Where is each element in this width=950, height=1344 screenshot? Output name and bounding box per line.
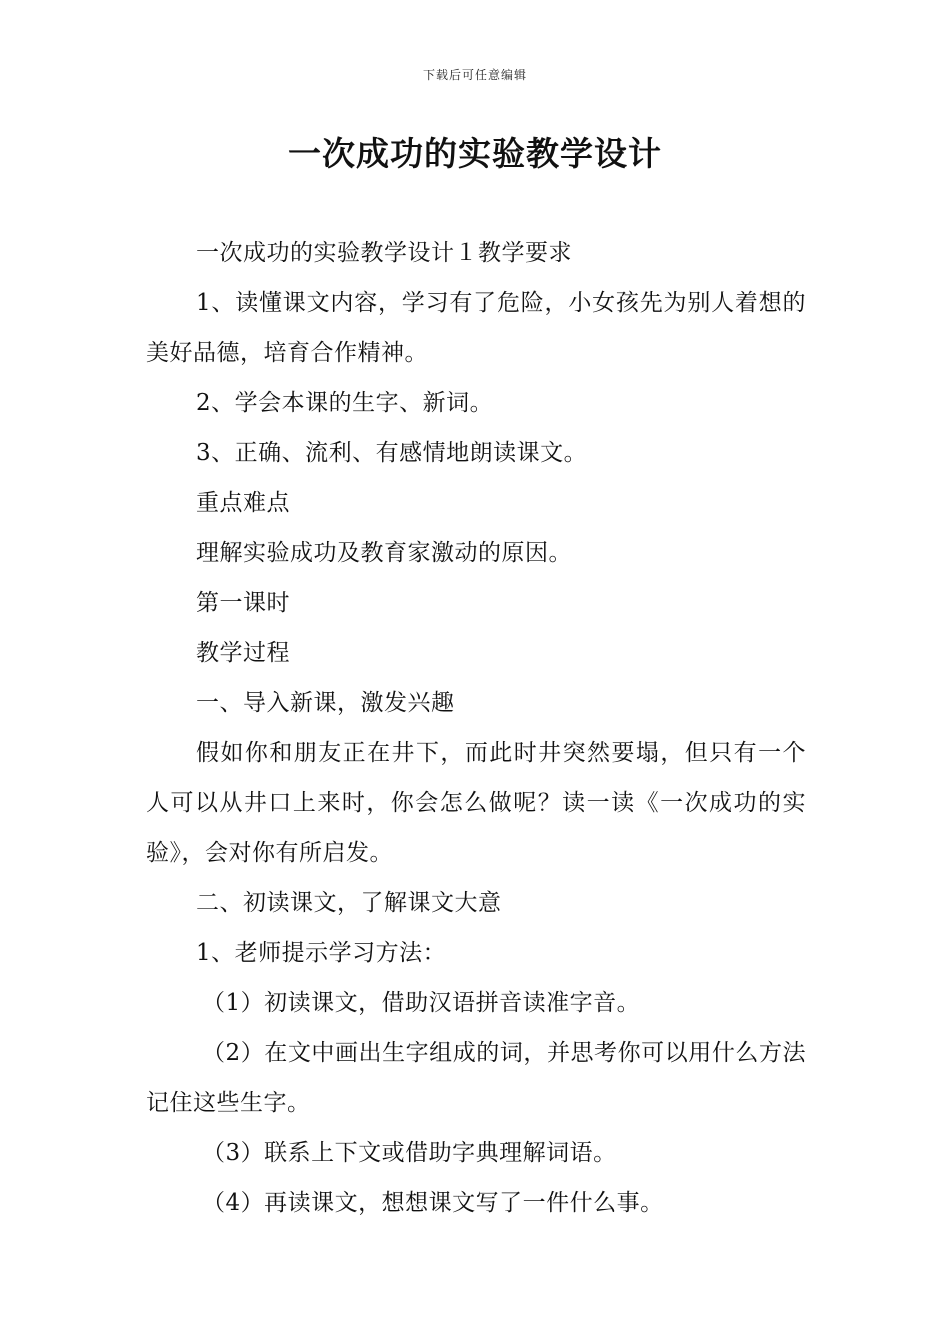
paragraph-requirement-1: 1、读懂课文内容，学习有了危险，小女孩先为别人着想的美好品德，培育合作精神。: [146, 290, 806, 366]
paragraph-key-points: 理解实验成功及教育家激动的原因。: [196, 540, 572, 566]
section-heading-step-1: 一、导入新课，激发兴趣: [196, 690, 455, 716]
paragraph-method-2: （2）在文中画出生字组成的词，并思考你可以用什么方法记住这些生字。: [146, 1040, 806, 1116]
paragraph-scenario: 假如你和朋友正在井下，而此时井突然要塌，但只有一个人可以从井口上来时，你会怎么做呢？读一读《一次成功的实验》，会对你有所启发。: [146, 740, 806, 866]
paragraph-requirement-2: 2、学会本课的生字、新词。: [196, 390, 494, 416]
document-title: 一次成功的实验教学设计: [288, 134, 662, 173]
section-heading-process: 教学过程: [196, 640, 290, 666]
paragraph-method-1: （1）初读课文，借助汉语拼音读准字音。: [202, 990, 641, 1016]
header-note: 下载后可任意编辑: [422, 68, 527, 82]
section-heading-key-points: 重点难点: [196, 490, 290, 516]
section-heading-step-2: 二、初读课文，了解课文大意: [196, 890, 502, 916]
paragraph-method-intro: 1、老师提示学习方法：: [196, 940, 447, 966]
paragraph-method-4: （4）再读课文，想想课文写了一件什么事。: [202, 1190, 664, 1216]
paragraph-requirement-3: 3、正确、流利、有感情地朗读课文。: [196, 440, 588, 466]
document-body: [146, 228, 806, 1228]
section-heading-first-lesson: 第一课时: [196, 590, 290, 616]
paragraph-method-3: （3）联系上下文或借助字典理解词语。: [202, 1140, 617, 1166]
paragraph-intro: 一次成功的实验教学设计１教学要求: [196, 240, 572, 266]
